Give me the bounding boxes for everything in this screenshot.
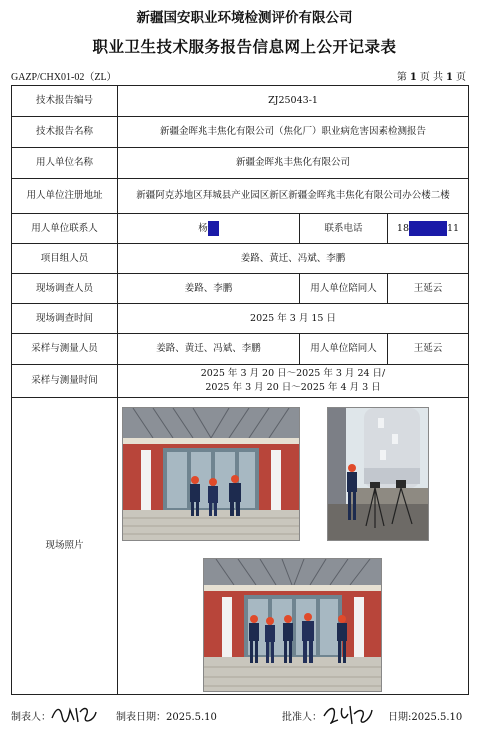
value-sampling-escort: 王延云 — [388, 334, 469, 365]
label-contact: 用人单位联系人 — [12, 214, 118, 244]
label-sampling-staff: 采样与测量人员 — [12, 334, 118, 365]
row-team — [12, 244, 469, 274]
label-sampling-escort: 用人单位陪同人 — [300, 334, 388, 365]
value-team: 姜路、黄迁、冯斌、李鹏 — [118, 244, 469, 274]
label-sampling-time: 采样与测量时间 — [12, 365, 118, 398]
value-survey-escort: 王延云 — [388, 274, 469, 304]
maker-label: 制表人： — [11, 712, 51, 723]
row-address — [12, 179, 469, 214]
value-survey-staff: 姜路、李鹏 — [118, 274, 300, 304]
make-date: 制表日期：2025.5.10 — [116, 712, 217, 723]
company-name: 新疆国安职业环境检测评价有限公司 — [136, 10, 353, 26]
value-sampling-staff: 姜路、黄迁、冯斌、李鹏 — [118, 334, 300, 365]
label-employer: 用人单位名称 — [12, 148, 118, 179]
site-photo-entrance-group — [122, 407, 300, 541]
site-photo-measurement-equipment — [327, 407, 429, 541]
value-phone: 18 11 — [388, 214, 469, 244]
form-code: GAZP/CHX01-02（ZL） — [11, 72, 117, 83]
label-photos: 现场照片 — [12, 398, 118, 695]
row-employer — [12, 148, 469, 179]
document-title: 职业卫生技术服务报告信息网上公开记录表 — [92, 37, 397, 56]
value-employer: 新疆金晖兆丰焦化有限公司 — [118, 148, 469, 179]
label-report-no: 技术报告编号 — [12, 86, 118, 117]
approver-signature — [322, 702, 374, 726]
redaction-mask — [208, 221, 219, 236]
value-sampling-time: 2025 年 3 月 20 日～2025 年 3 月 24 日/ 2025 年 3 月 20 日～2025 年 4 月 3 日 — [118, 365, 469, 398]
value-report-no: ZJ25043-1 — [118, 86, 469, 117]
site-photo-team-group — [203, 558, 382, 692]
approver-label: 批准人： — [282, 712, 322, 723]
label-survey-staff: 现场调查人员 — [12, 274, 118, 304]
label-team: 项目组人员 — [12, 244, 118, 274]
value-address: 新疆阿克苏地区拜城县产业园区新区新疆金晖兆丰焦化有限公司办公楼二楼 — [118, 179, 469, 214]
label-report-name: 技术报告名称 — [12, 117, 118, 148]
label-survey-time: 现场调查时间 — [12, 304, 118, 334]
row-report-name — [12, 117, 469, 148]
row-survey-staff — [12, 274, 469, 304]
label-address: 用人单位注册地址 — [12, 179, 118, 214]
row-sampling-staff — [12, 334, 469, 365]
label-survey-escort: 用人单位陪同人 — [300, 274, 388, 304]
value-report-name: 新疆金晖兆丰焦化有限公司（焦化厂）职业病危害因素检测报告 — [118, 117, 469, 148]
page-indicator: 第 1 页 共 1 页 — [396, 72, 466, 83]
label-phone: 联系电话 — [300, 214, 388, 244]
row-sampling-time — [12, 365, 469, 398]
row-contact — [12, 214, 469, 244]
value-survey-time: 2025 年 3 月 15 日 — [118, 304, 469, 334]
approve-date: 日期:2025.5.10 — [388, 712, 463, 723]
row-report-no — [12, 86, 469, 117]
value-contact: 杨 — [118, 214, 300, 244]
row-survey-time — [12, 304, 469, 334]
redaction-mask — [409, 221, 447, 236]
maker-signature — [50, 702, 98, 726]
